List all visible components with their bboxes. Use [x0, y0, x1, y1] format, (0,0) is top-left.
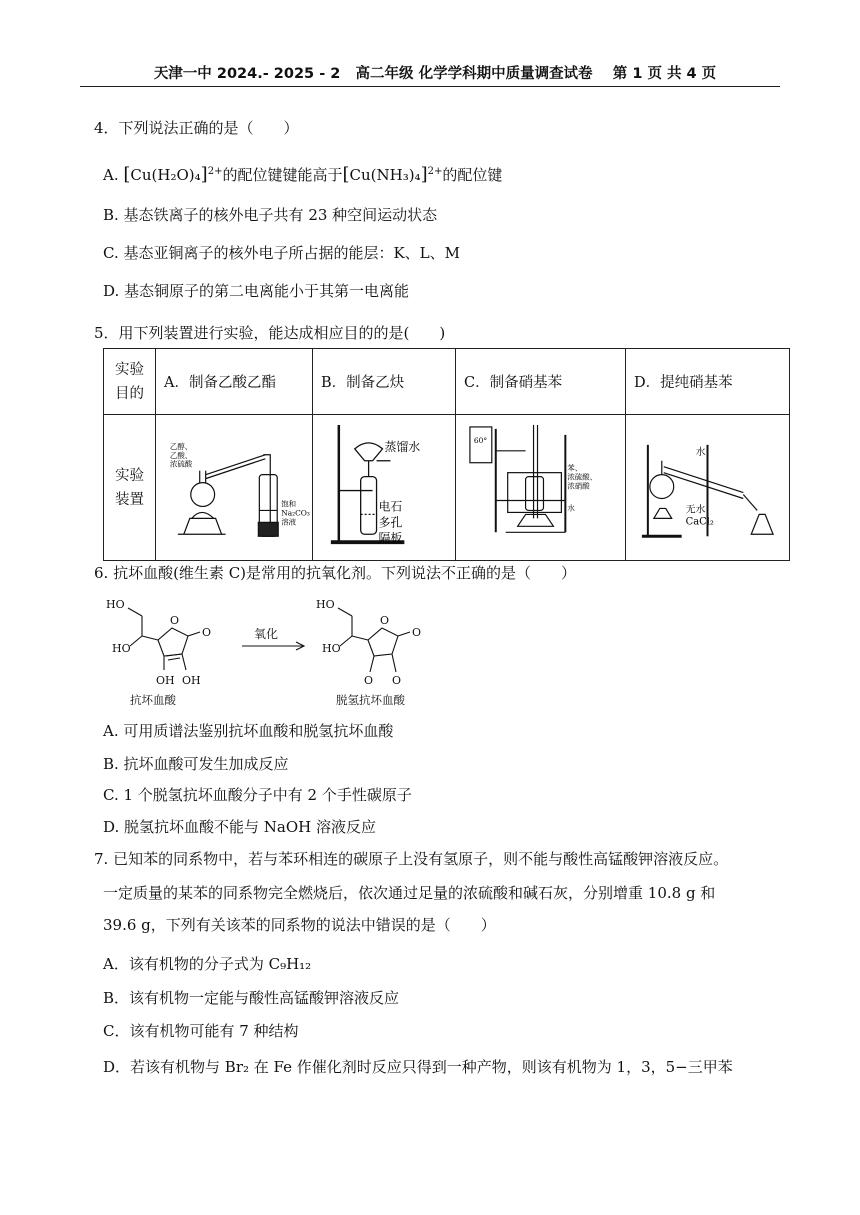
- mol2-name: 脱氢抗坏血酸: [336, 693, 405, 707]
- label-b-porous: 多孔: [378, 515, 403, 530]
- q7-stem-line3: 39.6 g，下列有关该苯的同系物的说法中错误的是（ ）: [103, 916, 496, 934]
- label-c-water: 水: [567, 503, 575, 513]
- apparatus-b: [313, 415, 456, 561]
- purpose-a: A．制备乙酸乙酯: [156, 349, 313, 415]
- vitamin-c-oxidation-scheme: [100, 594, 480, 714]
- q4-a-end: 的配位键: [442, 166, 503, 184]
- q4-stem: 4．下列说法正确的是（ ）: [94, 119, 299, 137]
- label-b-plate: 隔板: [378, 531, 403, 546]
- q4-a-mid: 的配位键键能高于: [222, 166, 343, 184]
- row-apparatus-label: 实验 装置: [104, 415, 156, 561]
- q6-option-b: B. 抗坏血酸可发生加成反应: [103, 755, 289, 773]
- apparatus-d: [626, 415, 790, 561]
- atom-o-3: O: [364, 674, 374, 687]
- q5-stem: 5．用下列装置进行实验，能达成相应目的的是( ): [94, 324, 446, 342]
- atom-ho-3: HO: [316, 598, 335, 611]
- header-rule: [80, 86, 780, 87]
- q7-stem-line2: 一定质量的某苯的同系物完全燃烧后，依次通过足量的浓硫酸和碱石灰，分别增重 10.8 g 和: [103, 884, 716, 902]
- q7-option-d: D．若该有机物与 Br₂ 在 Fe 作催化剂时反应只得到一种产物，则该有机物为 1，3，5−三甲苯: [103, 1058, 733, 1076]
- atom-o-4: O: [392, 674, 402, 687]
- label-b-water: 蒸馏水: [384, 439, 421, 454]
- atom-oh-2: OH: [182, 674, 201, 687]
- header-grade: 高二年级 化学学科期中质量调查试卷: [355, 66, 593, 82]
- q4-option-c: C. 基态亚铜离子的核外电子所占据的能层：K、L、M: [103, 244, 461, 262]
- atom-o-ring1: O: [170, 614, 180, 627]
- q7-option-b: B．该有机物一定能与酸性高锰酸钾溶液反应: [103, 989, 400, 1007]
- arrow-label: 氧化: [254, 627, 279, 641]
- nitrobenzene-prep-diagram: [456, 415, 625, 560]
- atom-o-keto2: O: [412, 626, 422, 639]
- label-a-soln: 溶液: [281, 517, 297, 527]
- label-c-temp: 60°: [473, 435, 488, 445]
- label-a-acetic: 乙酸、: [169, 450, 193, 460]
- q6-option-a: A. 可用质谱法鉴别抗坏血酸和脱氢抗坏血酸: [103, 722, 394, 740]
- atom-o-ring2: O: [380, 614, 390, 627]
- label-d-cacl2: CaCl₂: [685, 516, 714, 528]
- atom-ho-1: HO: [106, 598, 125, 611]
- purpose-c: C．制备硝基苯: [456, 349, 626, 415]
- mol1-name: 抗坏血酸: [130, 693, 176, 707]
- q4-option-d: D. 基态铜原子的第二电离能小于其第一电离能: [103, 282, 410, 300]
- ester-setup-diagram: [156, 415, 312, 560]
- q4-a-ion2: Cu(NH₃)₄: [349, 166, 421, 184]
- label-a-sat: 饱和: [281, 499, 297, 509]
- label-b-carbide: 电石: [378, 499, 403, 514]
- label-a-na2co3: Na₂CO₃: [281, 508, 310, 518]
- header-pages: 第 1 页 共 4 页: [612, 66, 717, 82]
- header-school: 天津一中 2024.- 2025 - 2: [153, 66, 341, 82]
- purpose-d: D．提纯硝基苯: [626, 349, 790, 415]
- atom-ho-2: HO: [112, 642, 131, 655]
- acetylene-setup-diagram: [313, 415, 455, 560]
- label-d-water: 水: [695, 446, 706, 458]
- label-d-anhydrous: 无水: [685, 504, 706, 516]
- atom-ho-4: HO: [322, 642, 341, 655]
- page-header: [90, 62, 780, 88]
- label-c-benzene: 苯、: [567, 463, 583, 473]
- label-a-ethanol: 乙醇、: [169, 441, 193, 451]
- q4-a-ion1: Cu(H₂O)₄: [130, 166, 201, 184]
- q6-stem: 6. 抗坏血酸(维生素 C)是常用的抗氧化剂。下列说法不正确的是（ ）: [94, 564, 577, 582]
- q7-option-c: C．该有机物可能有 7 种结构: [103, 1022, 299, 1040]
- q4-option-a: A. $[Cu(H_2O)_4]^{2+}$的配位键键能高于$[Cu(NH_3)_4]^{2+}$的配位键: [103, 164, 503, 185]
- q5-apparatus-table: [103, 348, 790, 561]
- atom-o-keto1: O: [202, 626, 212, 639]
- q4-option-b: B. 基态铁离子的核外电子共有 23 种空间运动状态: [103, 206, 438, 224]
- q7-option-a: A．该有机物的分子式为 C₉H₁₂: [103, 955, 312, 973]
- label-c-h2so4: 浓硫酸、: [567, 472, 598, 482]
- apparatus-a: [156, 415, 313, 561]
- label-a-h2so4: 浓硫酸: [169, 459, 193, 469]
- q6-option-c: C. 1 个脱氢抗坏血酸分子中有 2 个手性碳原子: [103, 786, 412, 804]
- q6-option-d: D. 脱氢抗坏血酸不能与 NaOH 溶液反应: [103, 818, 377, 836]
- atom-oh-1: OH: [156, 674, 175, 687]
- distillation-setup-diagram: [626, 415, 789, 560]
- q7-stem-line1: 7. 已知苯的同系物中，若与苯环相连的碳原子上没有氢原子，则不能与酸性高锰酸钾溶液反应。: [94, 850, 729, 868]
- apparatus-c: [456, 415, 626, 561]
- label-c-hno3: 浓硝酸: [567, 481, 590, 491]
- purpose-b: B．制备乙炔: [313, 349, 456, 415]
- row-purpose-label: 实验 目的: [104, 349, 156, 415]
